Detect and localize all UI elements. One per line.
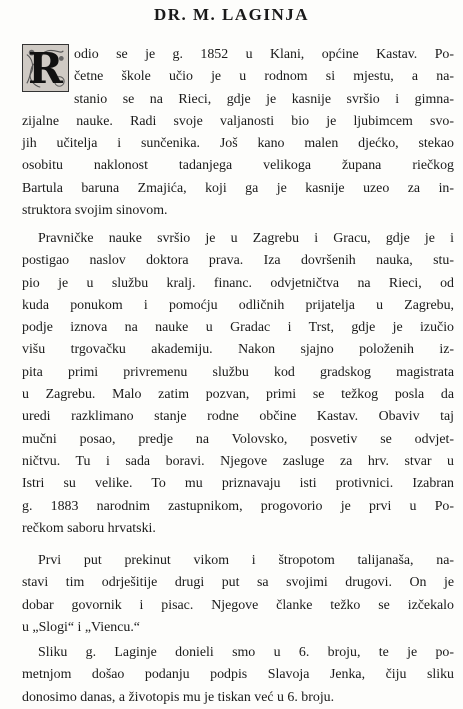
text-line: stanio se na Rieci, gdje je kasnije svršio i gimna-	[74, 91, 454, 107]
text-line: Sliku g. Laginje donieli smo u 6. broju, te je po-	[38, 645, 454, 660]
text-line: uredi razklimano stanje rodne občine Kastav. Obaviv taj	[22, 409, 454, 425]
paragraph-3	[22, 550, 454, 639]
text-line: u „Slogi“ i „Viencu.“	[22, 619, 140, 635]
text-line: zijalne nauke. Radi svoje valjanosti bio je ljubimcem svo-	[22, 113, 454, 129]
text-line: stavi tim odrješitije drugi put sa svojimi drugovi. On je	[22, 575, 454, 591]
text-line: struktora svojim sinovom.	[22, 203, 168, 219]
text-line: Prvi put prekinut vikom i štropotom talijanaša, na-	[38, 553, 454, 568]
text-line: pio je u službu kralj. financ. odvjetničtva na Rieci, od	[22, 275, 454, 291]
text-line: kuda ponukom i pomoćju odličnih prijatelja u Zagrebu,	[22, 297, 454, 313]
text-line: jih učitelja i sunčenika. Još kano malen djećko, stekao	[22, 136, 454, 152]
text-line: Pravničke nauke svršio je u Zagrebu i Gracu, gdje je i	[38, 231, 454, 246]
text-line: dobar govornik i pisac. Njegove članke težko se izčekalo	[22, 597, 454, 613]
text-line: u Zagrebu. Malo zatim pozvan, primi se težkog posla da	[22, 387, 454, 403]
text-line: mučni posao, predje na Volovsko, posvetiv se odvjet-	[22, 431, 454, 447]
text-line: postigao naslov doktora prava. Iza dovršenih nauka, stu-	[22, 253, 454, 269]
text-line: odio se je g. 1852 u Klani, općine Kastav. Po-	[74, 47, 454, 62]
text-line: podje iznova na nauke u Gradac i Trst, gdje je izučio	[22, 320, 454, 336]
text-line: ničtvu. Tu i sada boravi. Njegove zasluge za hrv. stvar u	[22, 453, 454, 469]
text-line: g. 1883 narodnim zastupnikom, progovorio je prvi u Po-	[22, 498, 454, 514]
text-line: Bartula baruna Zmajića, koji ga je kasnije uzeo za in-	[22, 180, 454, 196]
paragraph-1	[22, 44, 454, 222]
paragraph-2	[22, 228, 454, 540]
text-line: višu trgovačku akademiju. Nakon sjajno položenih iz-	[22, 342, 454, 358]
paragraph-4	[22, 642, 454, 709]
text-line: donosimo danas, a životopis mu je tiskan već u 6. broju.	[22, 689, 335, 705]
article-title: DR. M. LAGINJA	[153, 5, 310, 24]
text-line: Istri su velike. To mu priznavaju isti protivnici. Izabran	[22, 476, 454, 492]
text-line: rečkom saboru hrvatski.	[22, 520, 156, 536]
text-line: četne škole učio je u rodnom si mjestu, a na-	[74, 69, 454, 85]
text-line: osobitu naklonost tadanjega velikoga župana riečkog	[22, 158, 454, 174]
text-line: metnjom došao podanju podpis Slavoja Jenka, čiju sliku	[22, 667, 454, 683]
text-line: pita primi privremenu službu kod gradskog magistrata	[22, 364, 454, 380]
drop-cap-letter: R	[28, 44, 63, 93]
